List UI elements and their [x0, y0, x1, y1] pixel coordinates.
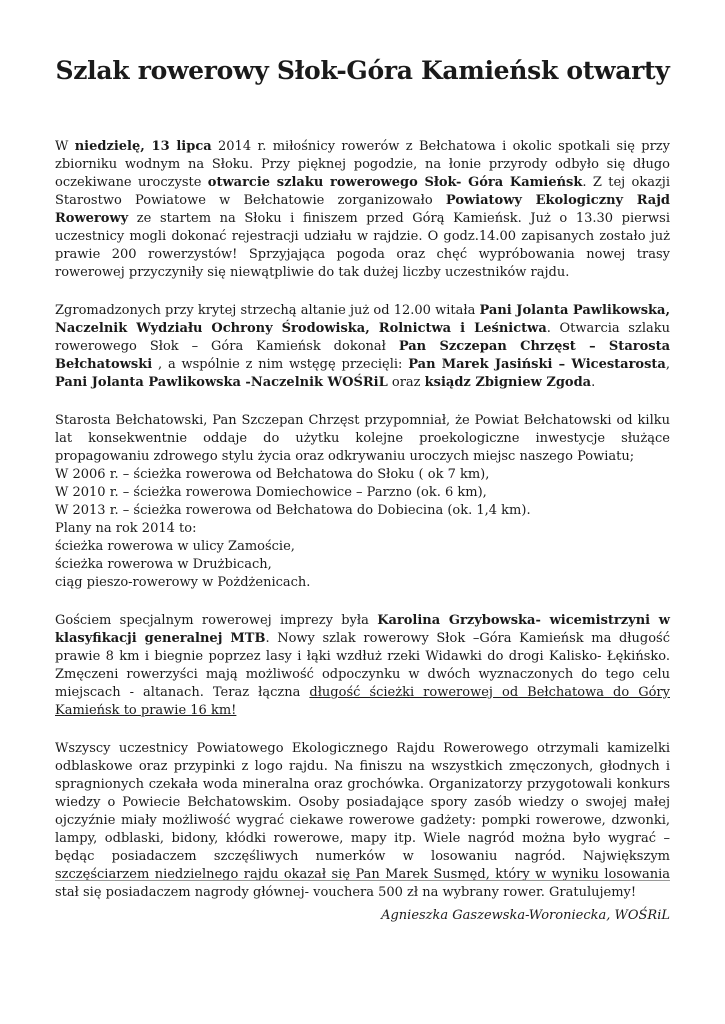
text-span: ,	[665, 357, 670, 372]
underlined-total-length: długość ścieżki rowerowej od Bełchatowa do Góry Kamieńsk to prawie 16 km!	[55, 685, 670, 718]
author-signature: Agnieszka Gaszewska-Woroniecka, WOŚRiL	[381, 908, 670, 923]
article-title: Szlak rowerowy Słok-Góra Kamieńsk otwarty	[55, 56, 670, 85]
bold-trail-opening: otwarcie szlaku rowerowego Słok- Góra Kamieńsk	[207, 175, 583, 190]
bold-date: niedzielę, 13 lipca	[74, 139, 212, 154]
list-line: W 2006 r. – ścieżka rowerowa od Bełchatowa do Słoku ( ok 7 km),	[55, 467, 490, 482]
divider	[55, 880, 670, 881]
text-span: , a wspólnie z nim wstęgę przecięli:	[152, 357, 409, 372]
list-line: W 2013 r. – ścieżka rowerowa od Bełchatowa do Dobiecina (ok. 1,4 km).	[55, 503, 531, 518]
investments-intro: Starosta Bełchatowski, Pan Szczepan Chrzęst przypomniał, że Powiat Bełchatowski od kilku lat konsekwentnie oddaje do użytku kolejne proekologiczne inwestycje służące propagowaniu zdrowego stylu życia oraz odkrywaniu uroczych miejsc naszego Powiatu;	[55, 413, 670, 464]
text-span: oraz	[387, 375, 425, 390]
list-line: Plany na rok 2014 to:	[55, 521, 197, 536]
text-span: ze startem na Słoku i finiszem przed Górą Kamieńsk. Już o 13.30 pierwsi uczestnicy mogli dokonać rejestracji udziału w rajdzie. O godz.14.00 zapisanych zostało już prawie 200 rowerzystów! Sprzyjająca pogoda oraz chęć wypróbowania nowej trasy rowerowej przyczyniły się niewątpliwie do tak dużej liczby uczestników rajdu.	[55, 211, 670, 280]
bold-person: ksiądz Zbigniew Zgoda	[424, 375, 592, 390]
paragraph-participants: Wszyscy uczestnicy Powiatowego Ekologicznego Rajdu Rowerowego otrzymali kamizelki odblaskowe oraz przypinki z logo rajdu. Na finiszu na wszystkich zmęczonych, głodnych i spragnionych czekała woda mineralna oraz grochówka. Organizatorzy przygotowali konkurs wiedzy o Powiecie Bełchatowskim. Osoby posiadające spory zasób wiedzy o swojej małej ojczyźnie miały możliwość wygrać ciekawe rowerowe gadżety: pompki rowerowe, dzwonki, lampy, odblaski, bidony, kłódki rowerowe, mapy itp. Wiele nagród można było wygrać – będąc posiadaczem szczęśliwych numerków w losowaniu nagród. Największym szczęściarzem niedzielnego rajdu okazał się Pan Marek Susmęd, który w wyniku losowania stał się posiadaczem nagrody głównej- vouchera 500 zł na wybrany rower. Gratulujemy!	[55, 741, 670, 900]
bold-rally-name: Powiatowy Ekologiczny Rajd Rowerowy	[55, 193, 671, 226]
text-span: .	[591, 375, 596, 390]
bold-person: Pan Marek Jasiński – Wicestarosta	[408, 357, 666, 372]
text-span: Zgromadzonych przy krytej strzechą altanie już od 12.00 witała	[55, 303, 480, 318]
paragraph-special-guest	[55, 612, 670, 720]
paragraph-opening	[55, 138, 670, 282]
list-line: ścieżka rowerowa w ulicy Zamoście,	[55, 539, 295, 554]
list-line: W 2010 r. – ścieżka rowerowa Domiechowice – Parzno (ok. 6 km),	[55, 485, 487, 500]
bold-special-guest: Karolina Grzybowska- wicemistrzyni w klasyfikacji generalnej MTB	[55, 613, 670, 646]
bold-person: Pani Jolanta Pawlikowska, Naczelnik Wydziału Ochrony Środowiska, Rolnictwa i Leśnictwa	[55, 303, 670, 336]
text-span: . Otwarcia szlaku rowerowego Słok – Góra Kamieńsk dokonał	[55, 321, 670, 354]
text-span: . Nowy szlak rowerowy Słok –Góra Kamieńsk ma długość prawie 8 km i biegnie poprzez lasy i łąki wzdłuż rzeki Widawki do drogi Kalisko- Łękińsko. Zmęczeni rowerzyści mają możliwość odpoczynku w dwóch wyznaczonych do tego celu miejscach - altanach. Teraz łączna	[55, 631, 670, 700]
bold-person: Pani Jolanta Pawlikowska -Naczelnik WOŚRiL	[55, 375, 388, 390]
article-body	[55, 138, 670, 902]
text-span: . Z tej okazji Starostwo Powiatowe w Bełchatowie zorganizowało	[55, 175, 670, 208]
text-span: 2014 r. miłośnicy rowerów z Bełchatowa i okolic spotkali się przy zbiorniku wodnym na Słoku. Przy pięknej pogodzie, na łonie przyrody odbyło się długo oczekiwane uroczyste	[55, 139, 671, 190]
text-span: W	[55, 139, 75, 154]
paragraph-guests	[55, 302, 670, 392]
paragraph-investments	[55, 412, 670, 592]
list-line: ciąg pieszo-rowerowy w Pożdżenicach.	[55, 575, 311, 590]
list-line: ścieżka rowerowa w Drużbicach,	[55, 557, 272, 572]
bold-person: Pan Szczepan Chrzęst – Starosta Bełchatowski	[55, 339, 671, 372]
text-span: Gościem specjalnym rowerowej imprezy była	[55, 613, 378, 628]
